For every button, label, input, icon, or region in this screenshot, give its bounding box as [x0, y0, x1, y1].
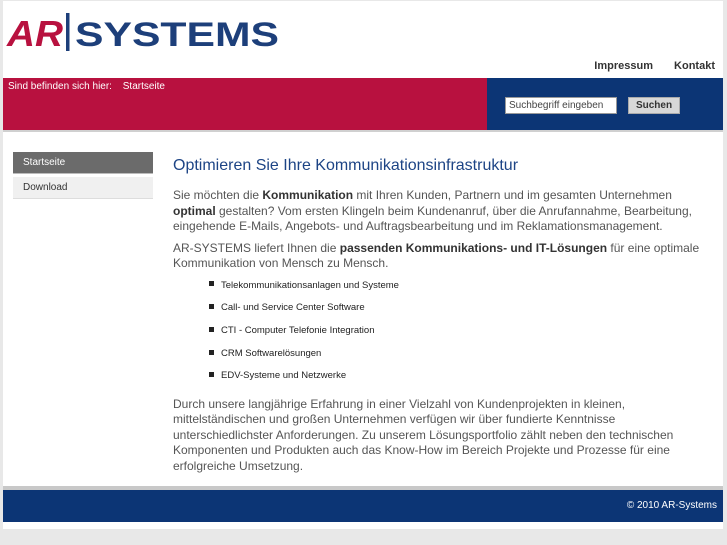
sidebar-item-startseite[interactable]: Startseite [13, 152, 153, 174]
bullet-icon [209, 327, 214, 332]
breadcrumb-home-link[interactable]: Startseite [122, 81, 165, 92]
footer [3, 490, 723, 522]
impressum-link[interactable]: Impressum [594, 60, 653, 72]
copyright: © 2010 AR-Systems [626, 500, 717, 511]
ar-systems-logo[interactable] [5, 13, 281, 51]
intro-text-2: mit Ihren Kunden, Partnern und im gesamten Unternehmen [353, 188, 672, 202]
header-banner [3, 78, 723, 130]
experience-paragraph: Durch unsere langjährige Erfahrung in einer Vielzahl von Kundenprojekten in kleinen, mittelständischen und großen Unternehmen verfügen wir über fundierte Kenntnisse unterschiedlichster Anforderungen. Zu unserem Lösungsportfolio zählt neben den technischen Komponenten und Produkten auch das Know-How im Bereich Projekte und Prozesse für eine erfolgreiche Umsetzung. [173, 396, 674, 473]
solutions-text-1: AR-SYSTEMS liefert Ihnen die [173, 240, 340, 255]
list-item [209, 323, 713, 346]
solutions-bold: passenden Kommunikations- und IT-Lösungen [339, 240, 608, 255]
bullet-icon [209, 304, 214, 309]
intro-text-3: gestalten? Vom ersten Klingeln beim Kundenanruf, über die Anrufannahme, Bearbeitung, eingehende E-Mails, Angebots- und Auftragsbearbeitung und im Reklamationsmanagement. [173, 203, 692, 233]
logo-divider [66, 13, 70, 51]
services-list [173, 278, 713, 391]
list-item-text: Telekommunikationsanlagen und Systeme [221, 279, 399, 291]
list-item [209, 368, 713, 391]
list-item [209, 278, 713, 301]
bullet-icon [209, 281, 214, 286]
bullet-icon [209, 372, 214, 377]
banner-red-section [3, 78, 487, 130]
sidebar-item-download[interactable]: Download [13, 177, 153, 199]
banner-divider [3, 130, 723, 132]
kontakt-link[interactable]: Kontakt [674, 60, 715, 72]
list-item-text: EDV-Systeme und Netzwerke [221, 370, 347, 382]
intro-paragraph [173, 188, 713, 235]
logo-text-systems: SYSTEMS [75, 16, 279, 51]
search-input[interactable]: Suchbegriff eingeben [505, 97, 617, 114]
list-item-text: CTI - Computer Telefonie Integration [221, 324, 375, 336]
sidebar-nav [13, 152, 153, 202]
list-item [209, 346, 713, 369]
list-item [209, 300, 713, 323]
main-content [173, 156, 713, 480]
intro-text-1: Sie möchten die [173, 188, 263, 202]
list-item-text: CRM Softwarelösungen [221, 347, 322, 359]
breadcrumb-label: Sind befinden sich hier: [8, 81, 112, 92]
bullet-icon [209, 350, 214, 355]
top-links [576, 60, 715, 72]
breadcrumb [8, 81, 165, 92]
logo-text-ar: AR [5, 13, 64, 51]
intro-bold-2: optimal [173, 203, 216, 218]
page [3, 1, 723, 529]
page-title: Optimieren Sie Ihre Kommunikationsinfrastruktur [173, 157, 519, 174]
search-button[interactable]: Suchen [628, 97, 680, 114]
intro-bold-1: Kommunikation [262, 188, 354, 202]
solutions-paragraph [173, 241, 713, 272]
solutions-text-2: für eine optimale Kommunikation von Mensch zu Mensch. [173, 240, 700, 270]
list-item-text: Call- und Service Center Software [221, 302, 365, 314]
